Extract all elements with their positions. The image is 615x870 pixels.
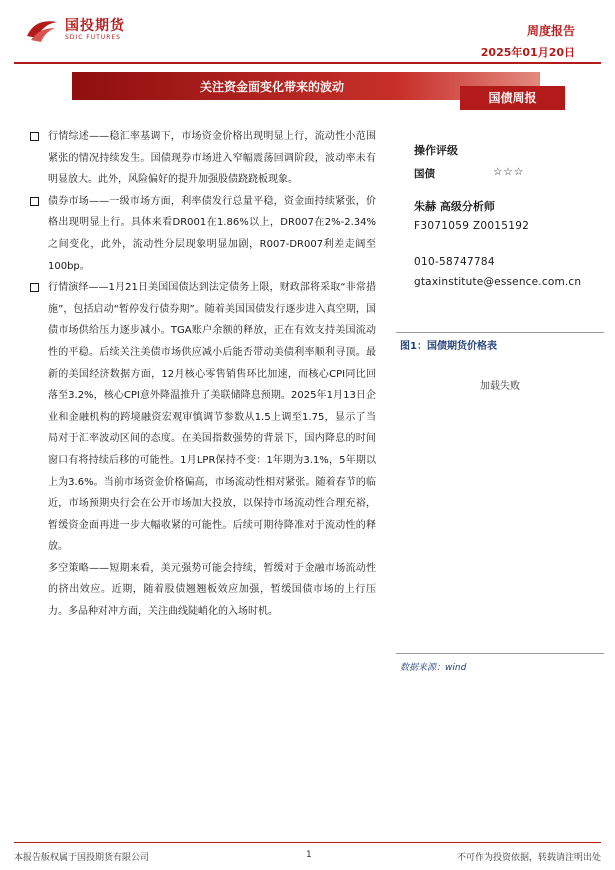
paragraph-strategy	[30, 558, 376, 623]
main-body	[30, 126, 376, 623]
report-date: 2025年01月20日	[480, 46, 575, 59]
company-logo	[25, 14, 145, 46]
category-tag: 国债周报	[460, 86, 565, 110]
rating-title: 操作评级	[414, 144, 458, 157]
footer-copyright: 本报告版权属于国投期货有限公司	[14, 853, 150, 863]
logo-cn-text: 国投期货	[65, 18, 125, 34]
paragraph-market-interpretation	[30, 277, 376, 558]
analyst-phone: 010-58747784	[414, 256, 495, 268]
checkbox-bullet-icon	[30, 197, 39, 206]
page-title: 关注资金面变化带来的波动	[199, 80, 344, 94]
paragraph-bond-market	[30, 191, 376, 277]
rating-item: 国债	[414, 168, 435, 180]
checkbox-bullet-icon	[30, 283, 39, 292]
logo-en-text: SDIC FUTURES	[65, 34, 121, 41]
report-type: 周度报告	[526, 24, 575, 38]
figure-title: 图1：国债期货价格表	[400, 341, 497, 352]
footer-disclaimer: 不可作为投资依据，转载请注明出处	[456, 853, 601, 863]
page-number: 1	[306, 850, 312, 860]
rating-stars-icon: ☆☆☆	[493, 166, 525, 178]
checkbox-bullet-icon	[30, 132, 39, 141]
figure-box	[396, 332, 604, 654]
paragraph-text: 债券市场——一级市场方面，利率债发行总量平稳，资金面持续紧张，价格出现明显上行。具体来看DR001在1.86%以上，DR007在2%-2.34%之间变化，此外，流动性分层现象明显加剧，R007-DR007利差走阔至100bp。	[48, 195, 376, 272]
paragraph-text: 行情综述——稳汇率基调下，市场资金价格出现明显上行，流动性小范围紧张的情况持续发生。国债现券市场进入窄幅震荡回调阶段，波动率未有明显放大。此外，风险偏好的提升加强股债跷跷板现象。	[48, 131, 376, 186]
logo-mark-icon	[25, 16, 59, 44]
figure-source: 数据来源：wind	[400, 663, 467, 673]
analyst-cert: F3071059 Z0015192	[414, 220, 530, 232]
rating-row	[414, 166, 609, 181]
figure-load-failed: 加载失败	[480, 381, 520, 392]
analyst-email[interactable]: gtaxinstitute@essence.com.cn	[414, 276, 582, 288]
paragraph-text: 行情演绎——1月21日美国国债达到法定债务上限，财政部将采取“非常措施”，包括启动“暂停发行债券期”。随着美国国债发行逐步进入真空期，国债市场供给压力逐步减小。TGA账户余额的释放，正在有效支持美国流动性的平稳。后续关注美债市场供应减小后能否带动美债利率顺利寻顶。最新的美国经济数据方面，12月核心零售销售环比加速，而核心CPI同比回落至3.2%，核心CPI意外降温推升了美联储降息预期。2025年1月13日企业和金融机构的跨境融资宏观审慎调节参数从1.5上调至1.75，显示了当局对于汇率波动区间的态度。在美国指数强势的背景下，国内降息的时间窗口有将持续后移的可能性。1月LPR保持不变：1年期为3.1%，5年期以上为3.6%。当前市场资金价格偏高，市场流动性相对紧张。随着春节的临近，市场预期央行会在公开市场加大投放，以保持市场流动性合理充裕，暂缓资金面再进一步大幅收紧的可能性。后续可期待降准对于流动性的释放。	[48, 282, 376, 553]
header-divider	[14, 62, 601, 64]
paragraph-market-review	[30, 126, 376, 191]
rating-panel	[414, 142, 609, 181]
paragraph-text: 多空策略——短期来看，美元强势可能会持续，暂缓对于金融市场流动性的挤出效应。近期，随着股债翘翘板效应加强，暂缓国债市场的上行压力。多品种对冲方面，关注曲线陡峭化的入场时机。	[48, 562, 376, 618]
analyst-name: 朱赫 高级分析师	[414, 200, 495, 213]
footer-divider	[14, 842, 601, 843]
